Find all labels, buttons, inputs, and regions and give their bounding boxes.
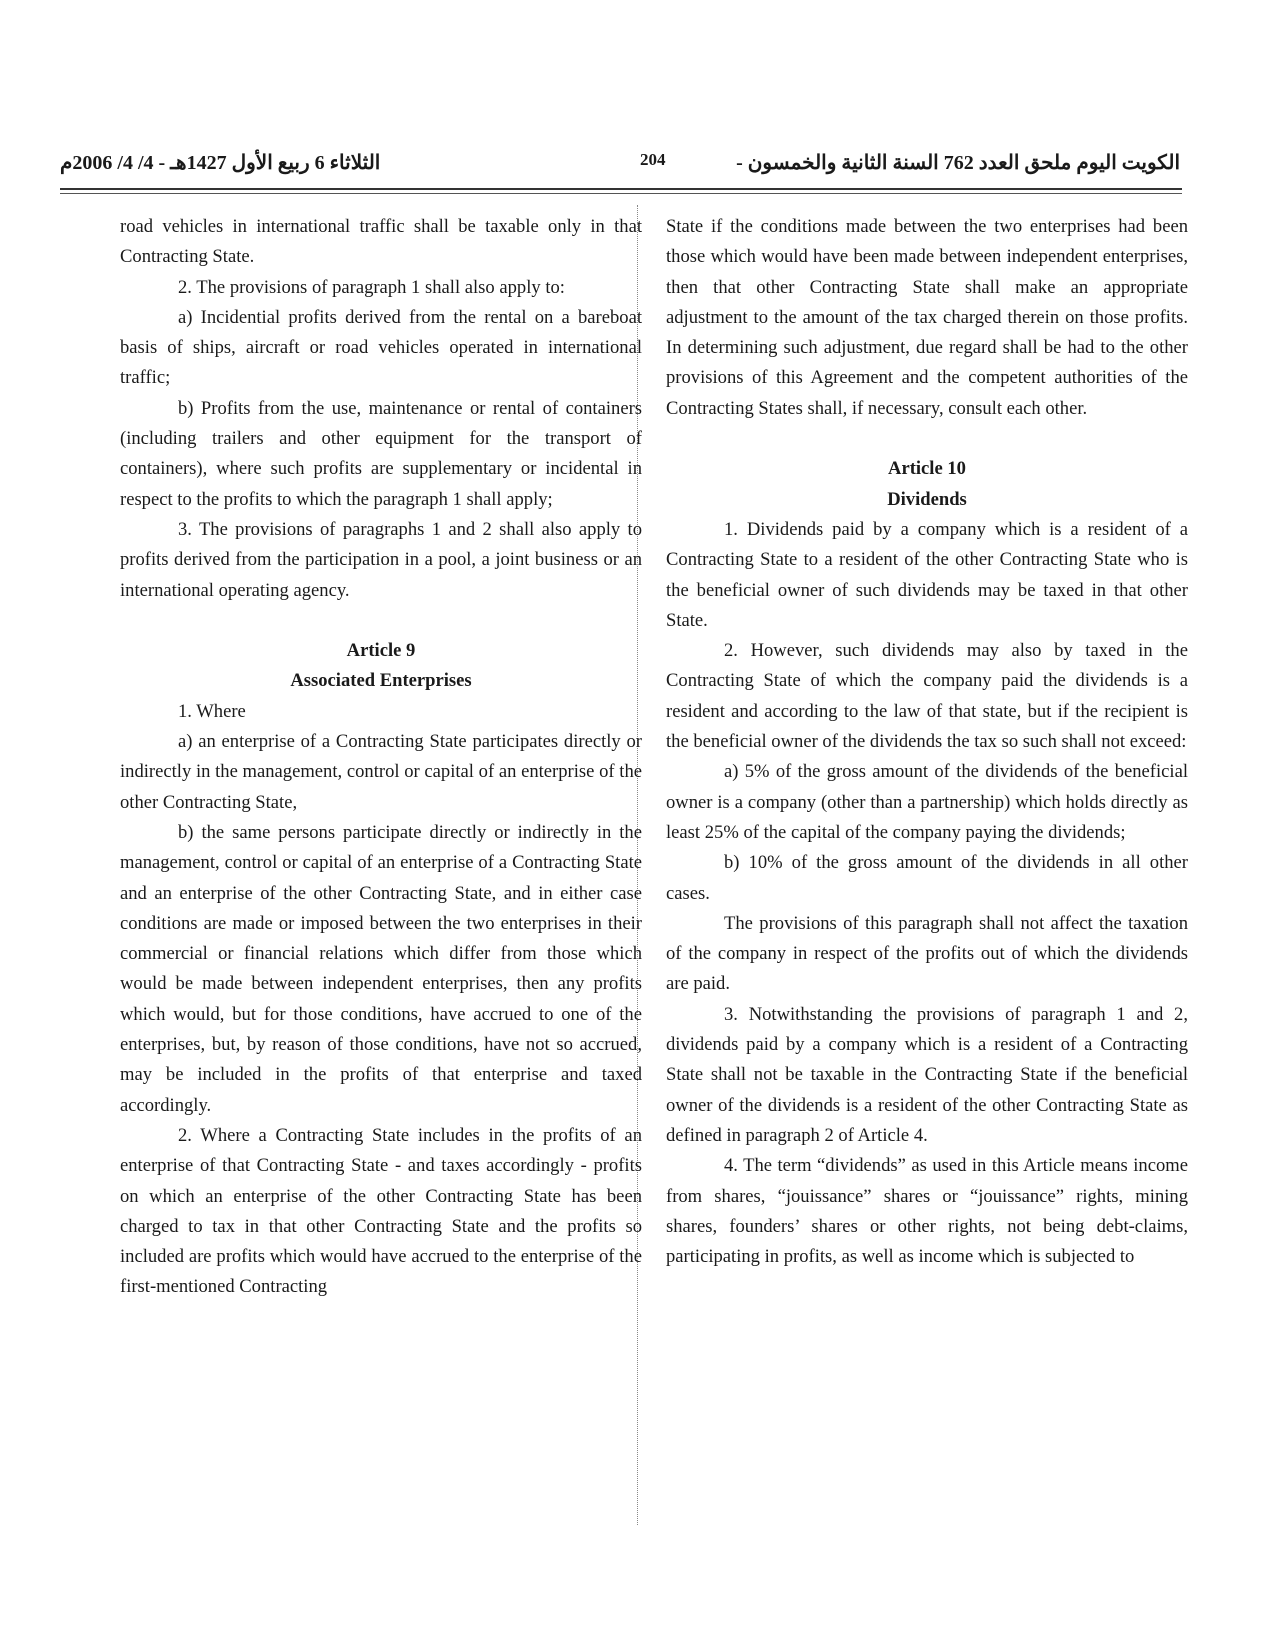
paragraph: State if the conditions made between the two enterprises had been those which would have been made between independent enterprises, then that other Contracting State shall make an appropriate adjustment to the amount of the tax charged therein on those profits. In determining such adjustment, due regard shall be had to the other provisions of this Agreement and the competent authorities of the Contracting States shall, if necessary, consult each other. [666,216,1188,419]
paragraph: b) 10% of the gross amount of the dividends in all other cases. [666,852,1188,904]
paragraph: 3. Notwithstanding the provisions of paragraph 1 and 2, dividends paid by a company which is a resident of a Contracting State shall not be taxable in the Contracting State if the beneficial owner of the dividends is a resident of the other Contracting State as defined in paragraph 2 of Article 4. [666,1003,1188,1146]
paragraph: 1. Dividends paid by a company which is a resident of a Contracting State to a resident of the other Contracting State who is the beneficial owner of such dividends may be taxed in that other State. [666,518,1188,631]
paragraph: 3. The provisions of paragraphs 1 and 2 shall also apply to profits derived from the participation in a pool, a joint business or an international operating agency. [120,518,642,601]
right-column [666,212,1188,1272]
paragraph: b) the same persons participate directly or indirectly in the management, control or capital of an enterprise of a Contracting State and an enterprise of the other Contracting State, and in either case conditions are made or imposed between the two enterprises in their commercial or financial relations which differ from those which would be made between independent enterprises, then any profits which would, but for those conditions, have accrued to one of the enterprises, but, by reason of those conditions, have not so accrued, may be included in the profits of that enterprise and taxed accordingly. [120,821,642,1116]
header-rule-thick [60,188,1182,190]
paragraph: road vehicles in international traffic shall be taxable only in that Contracting State. [120,216,642,268]
article-title: Dividends [887,488,967,510]
article-title: Associated Enterprises [290,670,472,692]
left-column [120,212,642,1303]
paragraph: 2. Where a Contracting State includes in the profits of an enterprise of that Contracting State - and taxes accordingly - profits on which an enterprise of the other Contracting State has been charged to tax in that other Contracting State and the profits so included are profits which would have accrued to the enterprise of the first-mentioned Contracting [120,1124,642,1298]
page-header [60,150,1180,180]
page-number: 204 [640,150,666,169]
paragraph: The provisions of this paragraph shall not affect the taxation of the company in respect of the profits out of which the dividends are paid. [666,912,1188,995]
paragraph: 2. The provisions of paragraph 1 shall also apply to: [178,276,565,298]
paragraph: b) Profits from the use, maintenance or rental of containers (including trailers and other equipment for the transport of containers), where such profits are supplementary or incidental in respect to the profits to which the paragraph 1 shall apply; [120,397,642,510]
article-number: Article 9 [346,640,416,662]
paragraph: 4. The term “dividends” as used in this Article means income from shares, “jouissance” shares or “jouissance” rights, mining shares, founders’ shares or other rights, not being debt-claims, participating in profits, as well as income which is subjected to [666,1155,1188,1268]
paragraph: a) Incidential profits derived from the rental on a bareboat basis of ships, aircraft or road vehicles operated in international traffic; [120,306,642,389]
paragraph: 1. Where [178,700,246,722]
paragraph: a) an enterprise of a Contracting State participates directly or indirectly in the management, control or capital of an enterprise of the other Contracting State, [120,731,642,813]
paragraph: 2. However, such dividends may also by taxed in the Contracting State of which the company paid the dividends is a resident and according to the law of that state, but if the recipient is the beneficial owner of the dividends the tax so such shall not exceed: [666,640,1188,753]
header-rule-thin [60,193,1182,194]
header-publication-arabic: الكويت اليوم ملحق العدد 762 السنة الثانية والخمسون - [736,152,1180,174]
header-date-arabic: الثلاثاء 6 ربيع الأول 1427هـ - 4/ 4/ 2006م [60,152,381,174]
paragraph: a) 5% of the gross amount of the dividends of the beneficial owner is a company (other than a partnership) which holds directly as least 25% of the capital of the company paying the dividends; [666,761,1188,843]
article-number: Article 10 [888,458,966,480]
